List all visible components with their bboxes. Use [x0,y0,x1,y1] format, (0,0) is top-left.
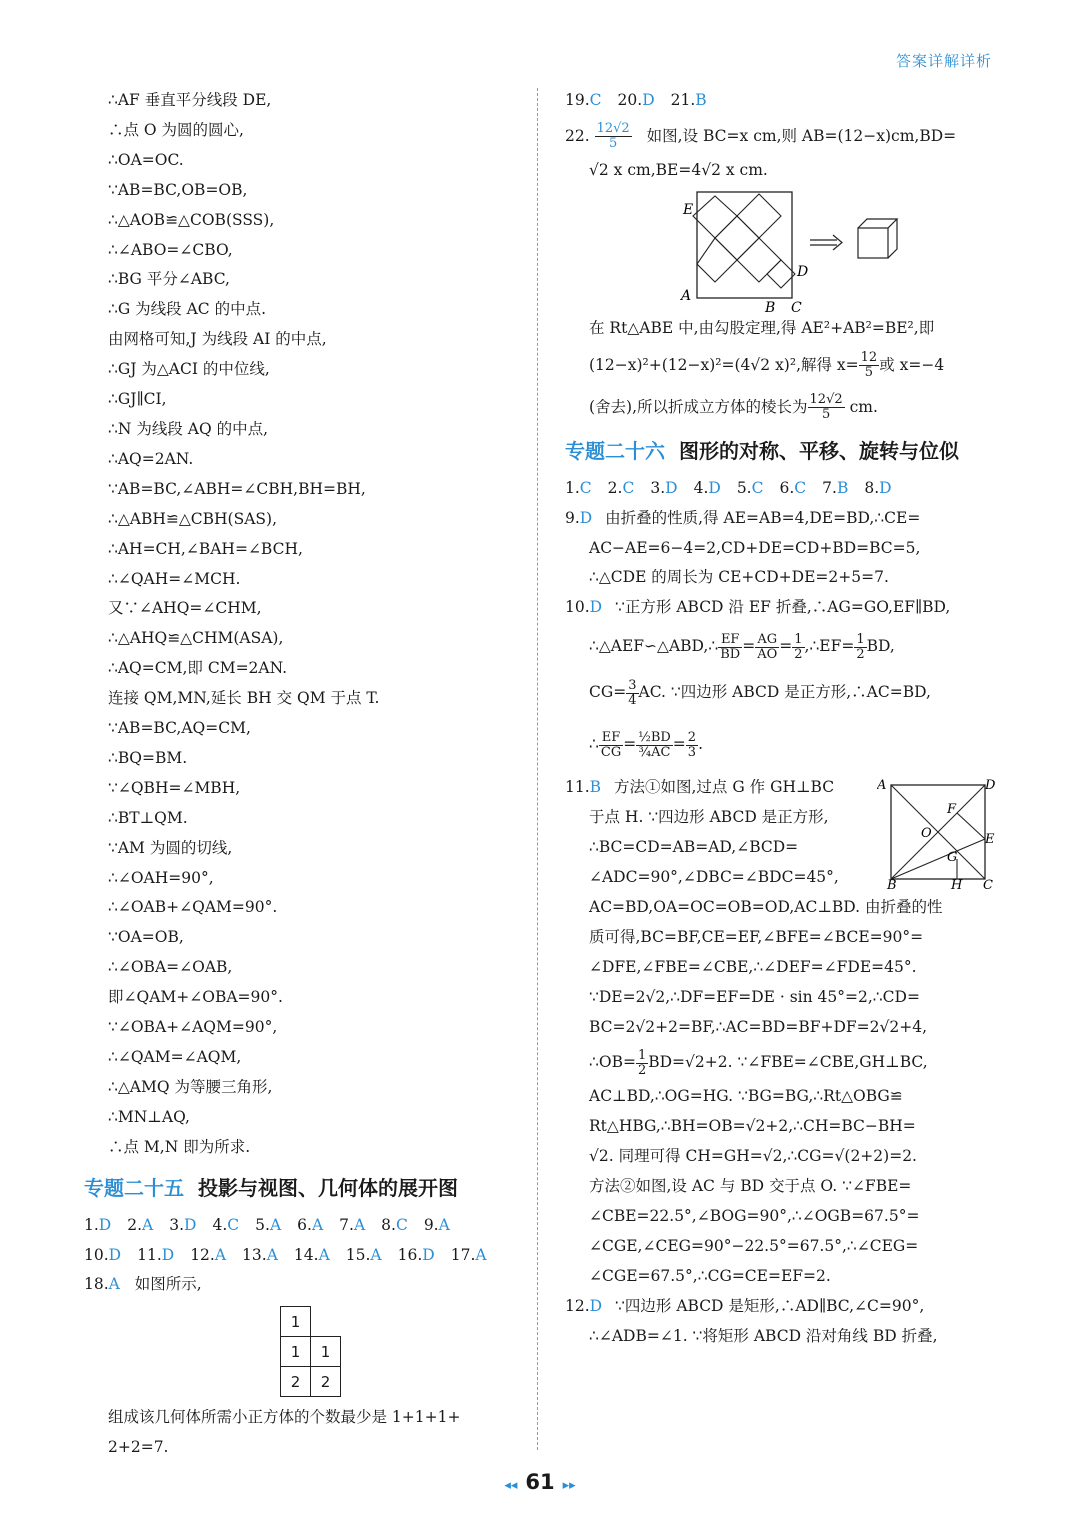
fraction-denominator: 3 [687,744,697,760]
answer-number: 8. [864,478,880,497]
q11-line-2: 于点 H. ∵四边形 ABCD 是正方形, [589,808,829,827]
q12-answer: D [589,1296,603,1315]
answer-letter: C [579,478,592,497]
answer-number: 6. [779,478,795,497]
proof-line: ∴∠OBA=∠OAB, [108,958,233,977]
grid-cell: 2 [311,1367,341,1397]
answer-letter: D [879,478,892,497]
proof-line: ∴MN⊥AQ, [108,1107,190,1126]
answer-letter: C [395,1215,408,1234]
fraction-denominator: 5 [609,136,618,152]
answer-letter: B [695,91,707,109]
fraction-denominator: 5 [864,365,874,381]
fig11-label-h: H [951,878,963,890]
fraction-numerator: 12√2 [809,392,843,408]
proof-line: ∵AB=BC,OB=OB, [108,180,248,199]
proof-line: 又∵∠AHQ=∠CHM, [108,599,262,618]
fraction-numerator: EF [718,633,742,648]
answer-item [297,1216,331,1234]
answer-number: 12. [190,1245,215,1264]
proof-line: ∵OA=OB, [108,928,184,947]
q22-line-5-a: (舍去),所以折成立方体的棱长为 [589,397,808,416]
q11-line-12: Rt△HBG,∴BH=OB=√2+2,∴CH=BC−BH= [589,1117,916,1136]
section-26-name: 图形的对称、平移、旋转与位似 [679,438,959,463]
answers-19-21 [565,86,995,116]
q11-line-1: 方法①如图,过点 G 作 GH⊥BC [613,778,835,797]
grid-cell: 1 [311,1337,341,1367]
fig-label-b: B [765,299,776,314]
q22-line-4-b: 或 x=−4 [879,355,945,374]
q11-answer: B [589,778,602,797]
q10-line-1: ∵正方形 ABCD 沿 EF 折叠,∴AG=GO,EF∥BD, [615,598,951,617]
q11-line-11: AC⊥BD,∴OG=HG. ∵BG=BG,∴Rt△OBG≌ [589,1087,903,1106]
left-column [84,86,523,1463]
q11-line-10-a: ∴OB= [589,1053,636,1072]
q22-edge-fraction [808,393,845,422]
answer-letter: D [108,1245,122,1264]
proof-line: ∴点 M,N 即为所求. [108,1137,251,1156]
q10-frac-two-thirds [686,731,698,760]
answer-number: 5. [736,478,752,497]
right-column [565,86,995,1352]
fraction-denominator: CG [600,744,622,760]
fraction-denominator: BD [720,646,741,662]
prev-page-icon: ◂◂ [504,1478,518,1493]
proof-line: ∴∠OAH=90°, [108,868,214,887]
answer-item [294,1246,338,1264]
q12-line-1: ∵四边形 ABCD 是矩形,∴AD∥BC,∠C=90°, [615,1296,925,1315]
answer-letter: C [794,478,807,497]
fig-label-c: C [791,299,802,314]
q9-number: 9. [565,508,580,527]
answer-letter: D [665,478,678,497]
answer-item [190,1246,234,1264]
q22-x-fraction [859,351,880,380]
q10-line-4 [565,715,995,773]
page-footer [0,1470,1080,1494]
answer-letter: D [161,1245,175,1264]
answer-item [737,479,772,497]
answer-number: 21. [670,91,696,109]
q10-frac-ag-ao [755,633,779,662]
q10-number: 10. [565,598,590,617]
q10-line-3 [565,669,995,715]
grid-cell: 2 [281,1367,311,1397]
equals-sign: = [779,637,793,656]
q10-frac-ef-cg [599,731,623,760]
answer-item [618,91,663,109]
column-divider [537,88,538,1450]
question-10 [565,593,995,623]
proof-line: ∴AQ=CM,即 CM=2AN. [108,659,288,678]
q10-frac-half-2 [854,633,866,662]
q10-line-2-b: ,∴EF= [804,637,855,656]
answer-item [671,91,715,109]
answer-number: 2. [607,478,623,497]
proof-line: ∴∠ABO=∠CBO, [108,240,233,259]
answer-item [650,479,685,497]
answer-number: 4. [693,478,709,497]
question-9 [565,504,995,534]
proof-line: ∴AF 垂直平分线段 DE, [108,91,272,109]
answer-letter: A [266,1245,278,1264]
fraction-denominator: 5 [821,407,831,423]
fraction-numerator: 1 [637,1047,647,1063]
fraction-numerator: ½BD [638,729,671,745]
proof-line: ∴∠OAB+∠QAM=90°. [108,898,278,917]
answer-letter: A [214,1245,227,1264]
proof-line: ∴OA=OC. [108,150,184,169]
answer-item [565,91,610,109]
fraction-numerator: 1 [794,631,803,647]
answer-letter: C [751,478,764,497]
q22-line-5-b: cm. [844,397,878,416]
fraction-numerator: 2 [687,729,697,745]
answer-number: 10. [84,1245,109,1264]
q22-line-2: √2 x cm,BE=4√2 x cm. [589,160,768,179]
proof-line: ∴△AMQ 为等腰三角形, [108,1077,273,1096]
fig11-label-b: B [887,878,897,890]
header-title: 答案详解详析 [895,52,992,70]
fig-label-e: E [683,201,694,218]
grid-cell: 1 [281,1337,311,1367]
fraction-denominator: AO [757,646,778,662]
answer-item [424,1216,458,1234]
q18-conclusion-line-2: 2+2=7. [108,1438,169,1457]
section-25-number: 专题二十五 [84,1175,184,1200]
answer-letter: D [98,1215,112,1234]
answer-letter: D [422,1245,435,1264]
fraction-numerator: 1 [856,631,865,647]
answer-item [346,1246,390,1264]
q22-line-5 [565,386,995,428]
grid-cell-empty [311,1307,341,1337]
answer-item [398,1246,443,1264]
proof-line: ∴G 为线段 AC 的中点. [108,300,267,319]
q11-number: 11. [565,778,590,797]
question-11 [565,773,995,893]
q22-unfolding-figure [565,186,995,314]
proof-line: ∴AH=CH,∠BAH=∠BCH, [108,539,303,558]
proof-line: ∴∠QAH=∠MCH. [108,569,241,588]
q9-line-3: ∴△CDE 的周长为 CE+CD+DE=2+5=7. [589,568,889,587]
q11-line-17: ∠CGE=67.5°,∴CG=CE=EF=2. [589,1266,831,1285]
fraction-numerator: EF [599,731,623,746]
fraction-numerator: 3 [628,677,637,693]
fig11-label-e: E [985,832,995,848]
q18-view-grid [280,1306,341,1397]
proof-line: 连接 QM,MN,延长 BH 交 QM 于点 T. [108,689,380,708]
q11-square-figure [877,777,995,889]
section-25-answers-row-2 [84,1241,523,1271]
answer-letter: C [227,1215,240,1234]
section-25-answers-row-1 [84,1211,523,1241]
cube-icon [858,219,897,258]
proof-line: ∴BT⊥QM. [108,808,188,827]
answer-item [608,479,643,497]
fraction-denominator: 4 [628,692,637,708]
answer-number: 3. [650,478,666,497]
q10-line-2-a: ∴△AEF∽△ABD,∴ [589,637,719,656]
proof-line: ∵AB=BC,∠ABH=∠CBH,BH=BH, [108,479,366,498]
proof-line: ∴GJ 为△ACI 的中位线, [108,360,270,379]
q11-line-13: √2. 同理可得 CH=GH=√2,∴CG=√(2+2)=2. [589,1147,917,1166]
fig11-label-f: F [947,802,957,818]
answer-number: 7. [822,478,837,497]
answer-number: 1. [565,478,580,497]
q10-frac-three-quarters [626,679,638,708]
proof-line: ∵∠QBH=∠MBH, [108,778,241,797]
q22-answer-fraction [595,122,632,151]
answer-letter: A [142,1215,154,1234]
q10-line-2-c: BD, [866,637,895,656]
answer-number: 6. [297,1215,312,1234]
fraction-numerator: AG [755,633,779,648]
proof-line: ∴点 O 为圆的圆心, [108,120,244,139]
answer-item [84,1216,119,1234]
q11-line-10-b: BD=√2+2. ∵∠FBE=∠CBE,GH⊥BC, [648,1053,928,1072]
section-25-title [84,1165,523,1211]
answer-item [84,1246,129,1264]
answer-item [451,1246,495,1264]
q11-line-4: ∠ADC=90°,∠DBC=∠BDC=45°, [589,867,839,886]
answer-number: 7. [339,1215,354,1234]
proof-line: 即∠QAM+∠OBA=90°. [108,988,283,1007]
answer-number: 1. [84,1215,99,1234]
q10-frac-half [792,633,804,662]
answer-letter: D [184,1215,197,1234]
answer-number: 3. [169,1215,185,1234]
question-12 [565,1292,995,1322]
answer-item [864,479,899,497]
answer-item [242,1246,286,1264]
answer-item [137,1246,182,1264]
answer-letter: A [269,1215,282,1234]
proof-line: ∴GJ∥CI, [108,390,167,409]
q22-line-3: 在 Rt△ABE 中,由勾股定理,得 AE²+AB²=BE²,即 [589,318,935,337]
proof-line: ∴△AHQ≌△CHM(ASA), [108,629,284,648]
fraction-denominator: 2 [856,646,865,662]
q10-frac-ef-bd [718,633,742,662]
page-number: 61 [525,1470,555,1494]
answer-letter: C [622,478,635,497]
answer-number: 16. [397,1245,423,1264]
answer-letter: A [311,1215,324,1234]
fig11-label-g: G [947,850,958,866]
fraction-numerator: 12√2 [596,121,630,137]
q12-line-2: ∴∠ADB=∠1. ∵将矩形 ABCD 沿对角线 BD 折叠, [589,1326,938,1345]
q11-line-14: 方法②如图,设 AC 与 BD 交于点 O. ∵∠FBE= [589,1177,912,1196]
q10-line-3-a: CG= [589,683,627,702]
equals-sign: = [672,735,686,754]
q11-line-9: BC=2√2+2=BF,∴AC=BD=BF+DF=2√2+4, [589,1017,928,1036]
q10-answer: D [589,598,603,617]
answer-item [212,1216,247,1234]
answer-letter: A [318,1245,330,1264]
fig11-label-a: A [877,778,887,794]
answer-number: 19. [565,91,590,109]
q11-line-15: ∠CBE=22.5°,∠BOG=90°,∴∠OGB=67.5°= [589,1207,920,1226]
fig-label-d: D [797,263,809,280]
answer-item [565,479,600,497]
answer-number: 4. [212,1215,228,1234]
fig11-label-o: O [921,826,932,842]
proof-line: ∴∠QAM=∠AQM, [108,1048,242,1066]
answer-item [127,1216,161,1234]
proof-line: ∴BQ=BM. [108,748,188,767]
answer-number: 14. [293,1245,319,1264]
q22-line-4-a: (12−x)²+(12−x)²=(4√2 x)²,解得 x= [589,355,859,374]
answer-item [822,479,856,497]
next-page-icon: ▸▸ [562,1478,576,1493]
answer-number: 15. [345,1245,371,1264]
question-18 [84,1270,523,1300]
q10-line-2 [565,623,995,669]
q10-frac-compound [636,731,673,760]
answer-letter: D [708,478,721,497]
answer-letter: A [370,1245,382,1264]
q9-line-1: 由折叠的性质,得 AE=AB=4,DE=BD,∴CE= [605,508,921,527]
q11-line-7: ∠DFE,∠FBE=∠CBE,∴∠DEF=∠FDE=45°. [589,957,917,976]
fraction-denominator: 2 [637,1062,647,1078]
answer-letter: D [642,91,655,109]
fraction-denominator: 2 [794,646,803,662]
proof-line: ∵∠OBA+∠AQM=90°, [108,1018,278,1037]
q11-line-16: ∠CGE,∠CEG=90°−22.5°=67.5°,∴∠CEG= [589,1236,919,1255]
fig11-label-d: D [985,778,995,794]
proof-line: ∴N 为线段 AQ 的中点, [108,419,269,438]
fraction-numerator: 12 [860,350,878,366]
q9-answer: D [579,508,593,527]
q18-number: 18. [84,1275,109,1294]
q11-line-6: 质可得,BC=BF,CE=EF,∠BFE=∠BCE=90°= [589,927,924,946]
proof-line: ∴AQ=2AN. [108,449,194,468]
answer-letter: A [475,1245,487,1264]
q11-line-5: AC=BD,OA=OC=OB=OD,AC⊥BD. 由折叠的性 [589,897,943,916]
section-26-answers-row-1 [565,474,995,504]
q12-number: 12. [565,1296,590,1315]
q18-text: 如图所示, [134,1275,202,1294]
fig-label-a: A [681,287,692,304]
proof-line: ∵AM 为圆的切线, [108,838,233,857]
q22-line-1: 如图,设 BC=x cm,则 AB=(12−x)cm,BD= [646,126,957,145]
section-26-number: 专题二十六 [565,438,665,463]
answer-letter: B [836,478,849,497]
q18-answer: A [108,1275,120,1294]
arrow-icon [810,235,842,250]
q11-frac-half [636,1049,648,1078]
proof-line: ∴△ABH≌△CBH(SAS), [108,509,278,528]
q22-line-4 [565,344,995,386]
answer-letter: A [438,1215,450,1234]
answer-letter: A [353,1215,366,1234]
answer-number: 17. [450,1245,476,1264]
answer-letter: C [589,91,602,109]
answer-item [339,1216,373,1234]
answer-number: 8. [381,1215,396,1234]
question-22 [565,116,995,156]
grid-cell: 1 [281,1307,311,1337]
q10-line-4-b: . [698,735,704,754]
proof-line: ∴BG 平分∠ABC, [108,270,230,289]
fraction-denominator: ¾AC [638,744,671,760]
q10-line-3-b: AC. ∵四边形 ABCD 是正方形,∴AC=BD, [638,683,931,702]
proof-line: ∴△AOB≌△COB(SSS), [108,210,275,229]
equals-sign: = [742,637,756,656]
fig11-label-c: C [983,878,993,890]
answer-item [381,1216,416,1234]
answer-number: 13. [242,1245,267,1264]
equals-sign: = [623,735,637,754]
answer-item [779,479,814,497]
q9-line-2: AC−AE=6−4=2,CD+DE=CD+BD=BC=5, [589,538,921,557]
q11-line-3: ∴BC=CD=AB=AD,∠BCD= [589,838,799,857]
section-26-title [565,428,995,474]
q11-line-8: ∵DE=2√2,∴DF=EF=DE · sin 45°=2,∴CD= [589,987,920,1006]
answer-item [694,479,729,497]
answer-item [255,1216,289,1234]
answer-number: 20. [617,91,643,109]
section-25-name: 投影与视图、几何体的展开图 [198,1175,458,1200]
answer-number: 2. [127,1215,143,1234]
q10-line-4-a: ∴ [589,735,599,754]
answer-item [169,1216,204,1234]
q18-conclusion-line-1: 组成该几何体所需小正方体的个数最少是 1+1+1+ [108,1408,461,1427]
q11-line-10 [565,1042,995,1082]
q22-number: 22. [565,126,590,145]
answer-number: 11. [137,1245,162,1264]
proof-line: ∵AB=BC,AQ=CM, [108,719,251,738]
left-proof-lines [108,86,523,1163]
proof-line: 由网格可知,J 为线段 AI 的中点, [108,330,327,349]
answer-number: 9. [423,1215,439,1234]
answer-number: 5. [255,1215,270,1234]
